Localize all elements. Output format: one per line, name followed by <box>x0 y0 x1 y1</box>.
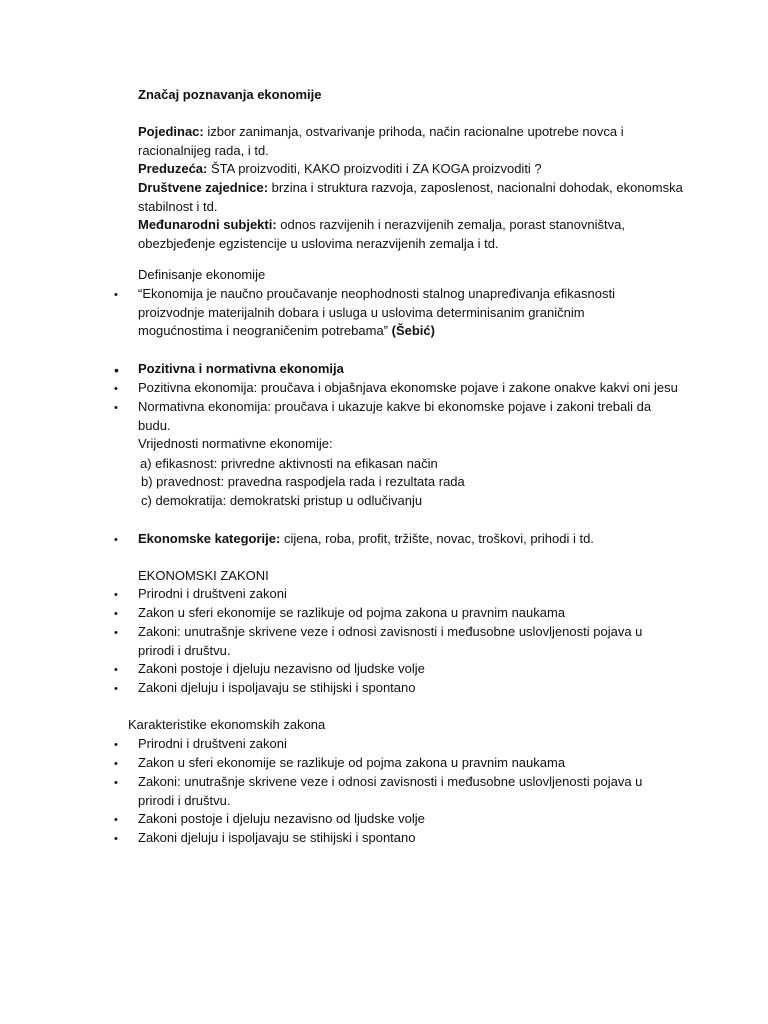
normativna-text-2: budu. <box>138 418 171 433</box>
quote-line-2: proizvodnje materijalnih dobara i usluga u uslovima determinisanim graničnim <box>138 305 585 320</box>
text-pojedinac: izbor zanimanja, ostvarivanje prihoda, način racionalne upotrebe novca i <box>203 124 624 139</box>
bullet-dot: • <box>114 402 118 414</box>
bullet-dot: • <box>114 777 118 789</box>
bullet-dot: • <box>114 683 118 695</box>
text-preduzeca: ŠTA proizvoditi, KAKO proizvoditi i ZA KOGA proizvoditi ? <box>207 161 542 176</box>
text-drustvene-2: stabilnost i td. <box>138 199 218 214</box>
section-title: Značaj poznavanja ekonomije <box>138 87 322 102</box>
text-medjunarodni: odnos razvijenih i nerazvijenih zemalja, porast stanovništva, <box>276 217 625 232</box>
list-item: Zakoni: unutrašnje skrivene veze i odnosi zavisnosti i međusobne uslovljenosti pojava u <box>138 774 643 789</box>
label-drustvene: Društvene zajednice: <box>138 180 269 195</box>
bullet-dot: • <box>114 758 118 770</box>
list-item: Zakoni djeluju i ispoljavaju se stihijski i spontano <box>138 830 416 845</box>
list-item-continuation: prirodi i društvu. <box>138 793 231 808</box>
quote-author: (Šebić) <box>388 323 435 338</box>
list-item: Zakoni djeluju i ispoljavaju se stihijski i spontano <box>138 680 416 695</box>
pozitivna-title: Pozitivna i normativna ekonomija <box>138 361 344 376</box>
text-medjunarodni-2: obezbjeđenje egzistencije u uslovima nerazvijenih zemalja i td. <box>138 236 499 251</box>
vrijednosti-label: Vrijednosti normativne ekonomije: <box>138 436 333 451</box>
label-pojedinac: Pojedinac: <box>138 124 204 139</box>
bullet-dot: • <box>114 534 118 546</box>
bullet-dot: • <box>114 627 118 639</box>
list-item: Zakoni: unutrašnje skrivene veze i odnosi zavisnosti i međusobne uslovljenosti pojava u <box>138 624 643 639</box>
quote-line-3: mogućnostima i neograničenim potrebama” <box>138 323 389 338</box>
quote-line-3-wrap <box>138 322 435 340</box>
bullet-dot: • <box>114 362 119 378</box>
text-drustvene: brzina i struktura razvoja, zaposlenost, nacionalni dohodak, ekonomska <box>268 180 683 195</box>
list-item-continuation: prirodi i društvu. <box>138 643 231 658</box>
label-preduzeca: Preduzeća: <box>138 161 208 176</box>
vrijednost-a: a) efikasnost: privredne aktivnosti na efikasan način <box>140 456 438 471</box>
bullet-dot: • <box>114 608 118 620</box>
paragraph-drustvene <box>138 179 683 197</box>
list-item: Prirodni i društveni zakoni <box>138 586 287 601</box>
bullet-dot: • <box>114 589 118 601</box>
bullet-dot: • <box>114 833 118 845</box>
text-pojedinac-2: racionalnijeg rada, i td. <box>138 143 269 158</box>
vrijednost-b: b) pravednost: pravedna raspodjela rada i rezultata rada <box>141 474 465 489</box>
label-medjunarodni: Međunarodni subjekti: <box>138 217 277 232</box>
list-item: Zakon u sferi ekonomije se razlikuje od pojma zakona u pravnim naukama <box>138 755 566 770</box>
text-kategorije: cijena, roba, profit, tržište, novac, troškovi, prihodi i td. <box>280 531 594 546</box>
quote-line-1: “Ekonomija je naučno proučavanje neophodnosti stalnog unapređivanja efikasnosti <box>138 286 615 301</box>
paragraph-pojedinac <box>138 123 624 141</box>
bullet-dot: • <box>114 289 118 301</box>
pozitivna-text: Pozitivna ekonomija: proučava i objašnjava ekonomske pojave i zakone onakve kakvi oni jesu <box>138 380 678 395</box>
definisanje-title: Definisanje ekonomije <box>138 267 266 282</box>
paragraph-medjunarodni <box>138 216 625 234</box>
karakteristike-title: Karakteristike ekonomskih zakona <box>128 717 326 732</box>
list-item: Zakon u sferi ekonomije se razlikuje od pojma zakona u pravnim naukama <box>138 605 566 620</box>
list-item: Prirodni i društveni zakoni <box>138 736 287 751</box>
paragraph-preduzeca <box>138 160 542 178</box>
zakoni-title: EKONOMSKI ZAKONI <box>138 568 269 583</box>
normativna-text: Normativna ekonomija: proučava i ukazuje kakve bi ekonomske pojave i zakoni trebali da <box>138 399 652 414</box>
bullet-dot: • <box>114 739 118 751</box>
bullet-dot: • <box>114 664 118 676</box>
vrijednost-c: c) demokratija: demokratski pristup u odlučivanju <box>141 493 423 508</box>
list-item: Zakoni postoje i djeluju nezavisno od ljudske volje <box>138 811 425 826</box>
bullet-dot: • <box>114 383 118 395</box>
paragraph-kategorije <box>138 530 594 548</box>
bullet-dot: • <box>114 814 118 826</box>
list-item: Zakoni postoje i djeluju nezavisno od ljudske volje <box>138 661 425 676</box>
label-kategorije: Ekonomske kategorije: <box>138 531 281 546</box>
